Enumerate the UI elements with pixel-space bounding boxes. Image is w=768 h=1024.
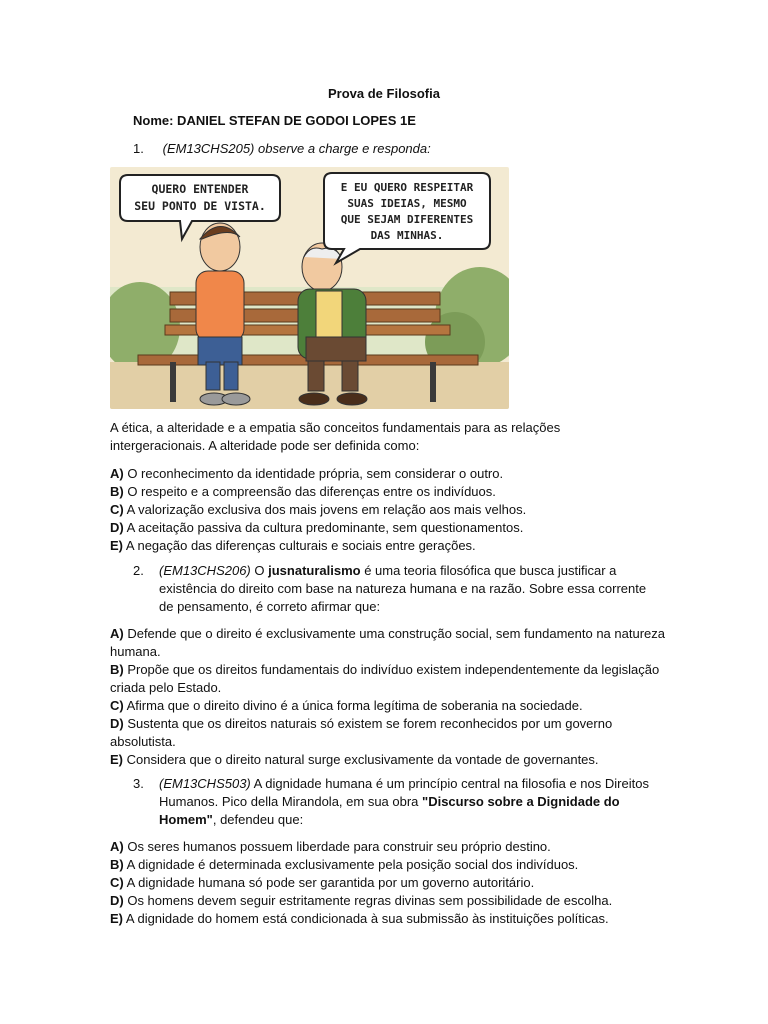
question-2-options — [110, 625, 670, 769]
question-3-options — [110, 838, 670, 928]
skill-code: (EM13CHS205) — [162, 141, 255, 156]
option-e: E) A dignidade do homem está condicionada à sua submissão às instituições políticas. — [110, 911, 609, 926]
student-name: Nome: DANIEL STEFAN DE GODOI LOPES 1E — [133, 113, 416, 128]
option-e: E) Considera que o direito natural surge exclusivamente da vontade de governantes. — [110, 752, 599, 767]
option-a: A) O reconhecimento da identidade própria, sem considerar o outro. — [110, 466, 504, 481]
left-speech-line-1: QUERO ENTENDER — [151, 182, 249, 196]
option-d: D) A aceitação passiva da cultura predominante, sem questionamentos. — [110, 520, 524, 535]
question-1-header — [133, 140, 431, 158]
right-speech-line-2: SUAS IDEIAS, MESMO — [347, 197, 467, 210]
option-a: A) Defende que o direito é exclusivamente uma construção social, sem fundamento na natureza humana. — [110, 626, 665, 659]
right-speech-line-4: DAS MINHAS. — [370, 229, 444, 242]
right-speech-line-1: E EU QUERO RESPEITAR — [340, 181, 474, 194]
left-speech-line-2: SEU PONTO DE VISTA. — [134, 199, 266, 213]
option-b: B) O respeito e a compreensão das diferenças entre os indivíduos. — [110, 484, 496, 499]
question-1-text: A ética, a alteridade e a empatia são conceitos fundamentais para as relações intergeracionais. A alteridade pode ser definida como: — [110, 420, 561, 453]
question-number: 2. — [133, 563, 144, 578]
option-c: C) A valorização exclusiva dos mais jovens em relação aos mais velhos. — [110, 502, 527, 517]
work-title: "Discurso sobre a Dignidade do Homem" — [159, 794, 620, 827]
question-prompt: observe a charge e responda: — [254, 141, 431, 156]
question-number: 3. — [133, 776, 144, 791]
question-number: 1. — [133, 141, 144, 156]
question-2-header: 2. (EM13CHS206) O jusnaturalismo é uma teoria filosófica que busca justificar a existência do direito com base na natureza humana e na razão. Sobre essa corrente de pensamento, é correto afirmar que: — [133, 563, 647, 614]
option-b: B) A dignidade é determinada exclusivamente pela posição social dos indivíduos. — [110, 857, 579, 872]
option-b: B) Propõe que os direitos fundamentais do indivíduo existem independentemente da legislação criada pelo Estado. — [110, 662, 660, 695]
document-title: Prova de Filosofia — [328, 86, 440, 101]
option-a: A) Os seres humanos possuem liberdade para construir seu próprio destino. — [110, 839, 551, 854]
option-e: E) A negação das diferenças culturais e sociais entre gerações. — [110, 538, 476, 553]
cartoon-illustration — [110, 167, 509, 409]
option-d: D) Os homens devem seguir estritamente regras divinas sem possibilidade de escolha. — [110, 893, 613, 908]
option-d: D) Sustenta que os direitos naturais só existem se forem reconhecidos por um governo absolutista. — [110, 716, 613, 749]
key-term: jusnaturalismo — [268, 563, 361, 578]
skill-code: (EM13CHS503) — [159, 776, 251, 791]
question-3-header: 3. (EM13CHS503) A dignidade humana é um princípio central na filosofia e nos Direitos Humanos. Pico della Mirandola, em sua obra "Discurso sobre a Dignidade do Homem", defendeu que: — [133, 776, 649, 827]
cartoon-image — [110, 167, 509, 409]
option-c: C) Afirma que o direito divino é a única forma legítima de soberania na sociedade. — [110, 698, 583, 713]
skill-code: (EM13CHS206) — [159, 563, 251, 578]
right-speech-line-3: QUE SEJAM DIFERENTES — [340, 213, 474, 226]
option-c: C) A dignidade humana só pode ser garantida por um governo autoritário. — [110, 875, 535, 890]
question-1-options — [110, 465, 670, 555]
